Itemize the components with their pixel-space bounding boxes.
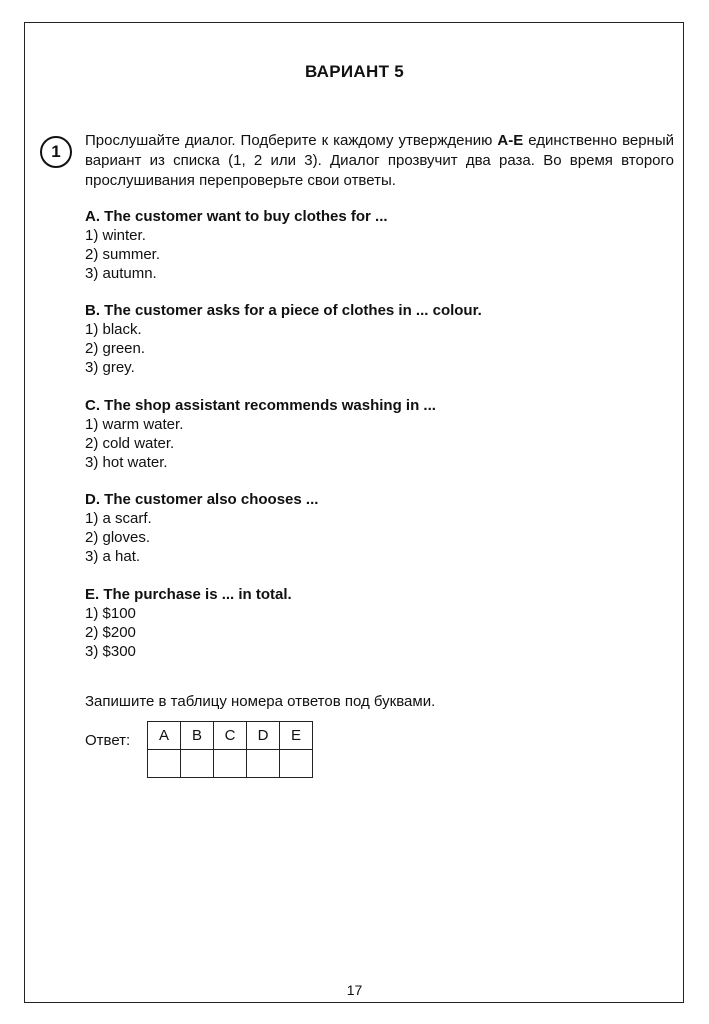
instruction-text-1: Прослушайте диалог. Подберите к каждому утверждению <box>85 132 498 149</box>
answer-cell-e[interactable] <box>280 750 313 778</box>
answer-table-header-row <box>148 722 313 750</box>
answer-cell-b[interactable] <box>181 750 214 778</box>
question-b <box>85 301 675 377</box>
instruction-letters-range: A-E <box>497 132 524 149</box>
answer-option: 3) a hat. <box>85 548 141 565</box>
question-e <box>85 585 675 661</box>
answer-table-input-row <box>148 750 313 778</box>
answer-option: 1) warm water. <box>85 416 184 433</box>
answer-cell-a[interactable] <box>148 750 181 778</box>
table-instruction: Запишите в таблицу номера ответов под буквами. <box>85 693 436 710</box>
page-number: 17 <box>346 982 363 998</box>
answer-option: 2) green. <box>85 340 146 357</box>
answer-cell-c[interactable] <box>214 750 247 778</box>
question-stem: B. The customer asks for a piece of clothes in ... colour. <box>85 302 482 319</box>
answer-header-d: D <box>247 722 280 750</box>
answer-header-a: A <box>148 722 181 750</box>
answer-option: 3) hot water. <box>85 454 168 471</box>
question-a <box>85 207 675 283</box>
answer-option: 3) $300 <box>85 643 136 660</box>
question-d <box>85 490 675 566</box>
answer-header-c: C <box>214 722 247 750</box>
answer-option: 2) $200 <box>85 624 136 641</box>
variant-title: ВАРИАНТ 5 <box>304 62 405 81</box>
task-instructions <box>85 131 674 191</box>
answer-option: 1) black. <box>85 321 142 338</box>
answer-option: 1) a scarf. <box>85 510 152 527</box>
answer-option: 2) gloves. <box>85 529 151 546</box>
question-stem: A. The customer want to buy clothes for ... <box>85 208 388 225</box>
question-stem: D. The customer also chooses ... <box>85 491 319 508</box>
answer-option: 1) winter. <box>85 227 146 244</box>
answer-option: 2) cold water. <box>85 435 175 452</box>
instruction-text-2: единственно верный вариант из списка (1, 2 или 3). Диалог прозвучит два раза. Во время второго прослушивания перепроверьте свои ответы. <box>85 132 674 189</box>
answer-cell-d[interactable] <box>247 750 280 778</box>
question-stem: E. The purchase is ... in total. <box>85 586 292 603</box>
answer-table <box>147 721 313 778</box>
answer-label: Ответ: <box>85 732 131 749</box>
task-number-badge: 1 <box>40 136 72 168</box>
question-stem: C. The shop assistant recommends washing in ... <box>85 397 436 414</box>
answer-option: 2) summer. <box>85 246 161 263</box>
answer-option: 3) grey. <box>85 359 135 376</box>
answer-option: 1) $100 <box>85 605 136 622</box>
answer-header-b: B <box>181 722 214 750</box>
answer-header-e: E <box>280 722 313 750</box>
question-c <box>85 396 675 472</box>
answer-option: 3) autumn. <box>85 265 157 282</box>
